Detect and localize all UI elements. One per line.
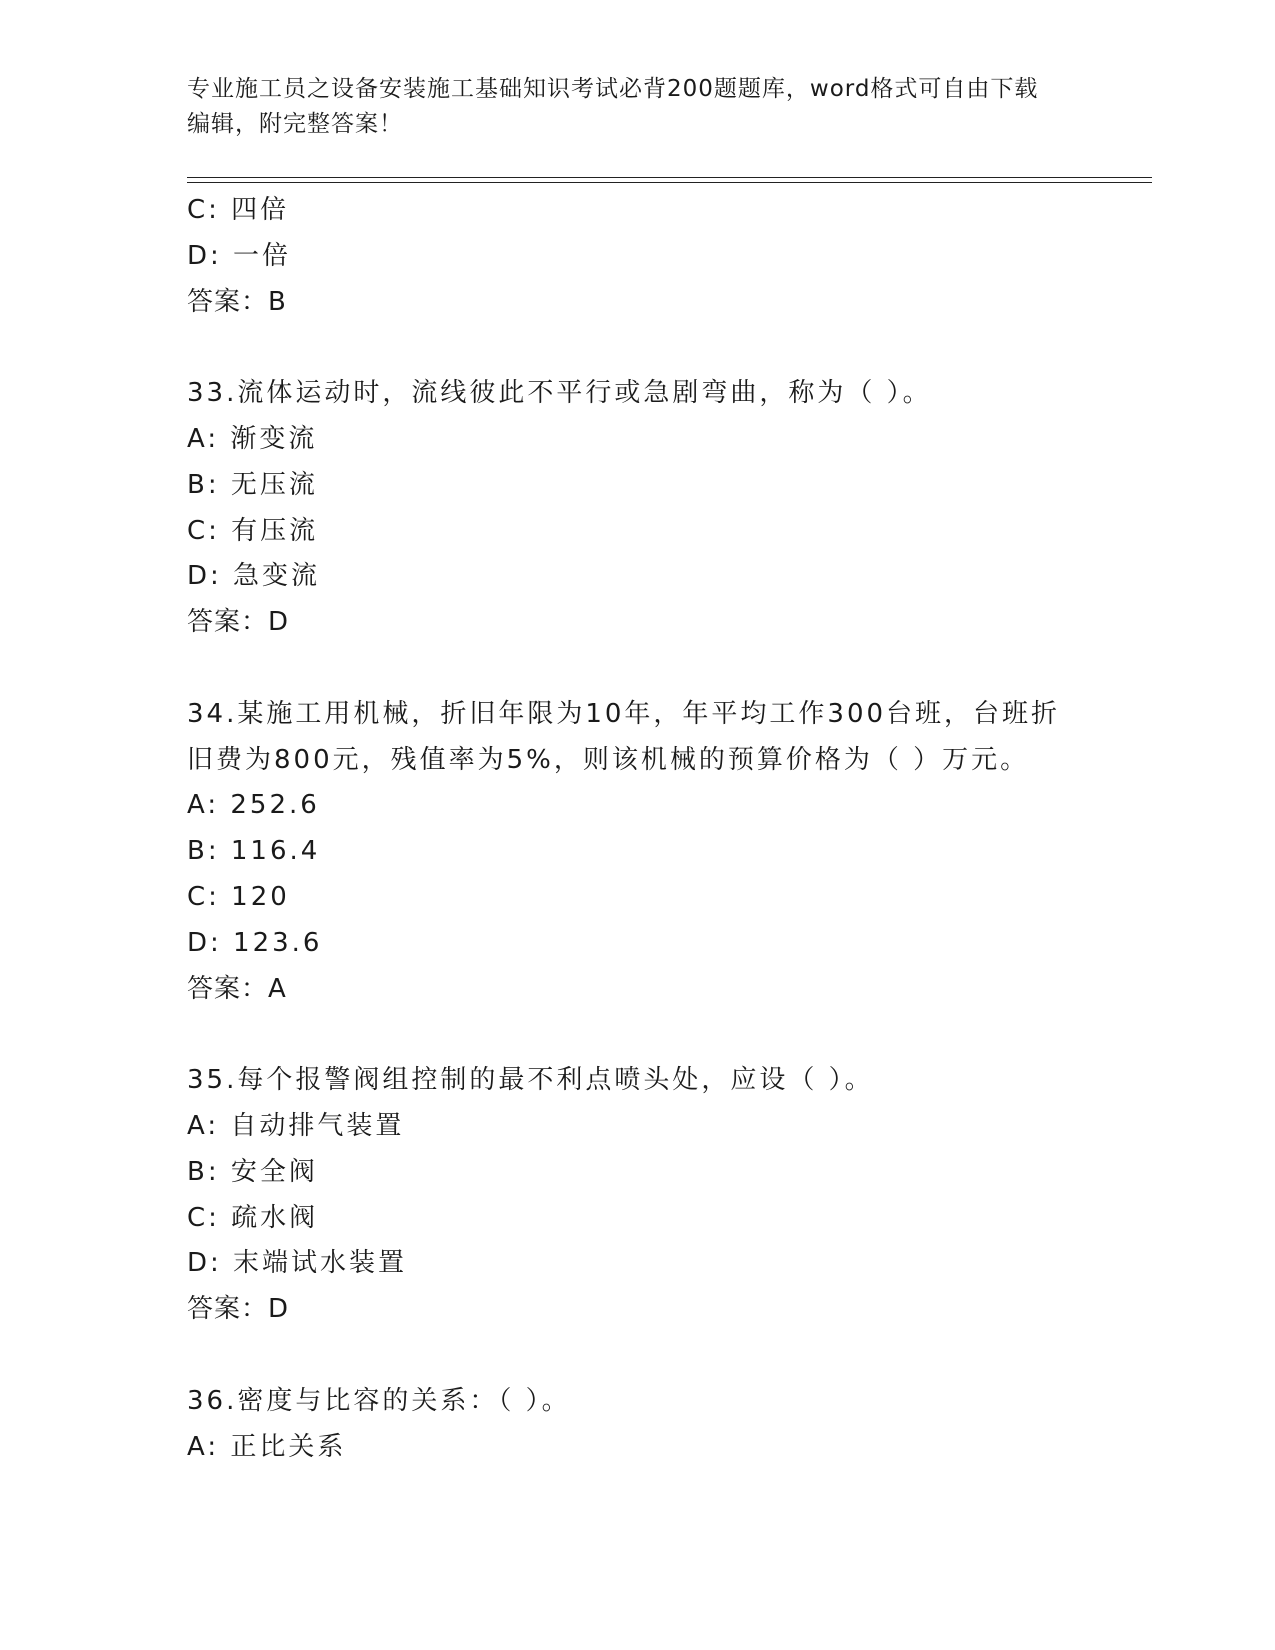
question-stem: 36.密度与比容的关系：（ ）。 [187, 1385, 571, 1416]
spacer [187, 1333, 1107, 1379]
option-c: C: 四倍 [187, 195, 290, 225]
question-33 [187, 371, 1107, 646]
option-c: C: 120 [187, 881, 290, 912]
header-divider-bottom [187, 182, 1152, 183]
spacer [187, 646, 1107, 692]
question-stem-line-2: 旧费为800元，残值率为5%，则该机械的预算价格为（ ）万元。 [187, 744, 1030, 775]
option-a: A: 252.6 [187, 790, 320, 821]
question-list [187, 188, 1107, 1470]
answer-label: 答案：A [187, 973, 287, 1004]
question-stem: 35.每个报警阀组控制的最不利点喷头处，应设（ ）。 [187, 1065, 874, 1096]
option-a: A: 正比关系 [187, 1431, 347, 1462]
answer-label: 答案：D [187, 1294, 290, 1325]
option-d: D: 末端试水装置 [187, 1248, 408, 1279]
option-b: B: 安全阀 [187, 1156, 318, 1187]
document-header [187, 72, 1087, 142]
option-b: B: 116.4 [187, 836, 321, 867]
option-d: D: 123.6 [187, 927, 323, 958]
answer-label: 答案：B [187, 286, 287, 317]
option-d: D: 一倍 [187, 240, 292, 271]
option-b: B: 无压流 [187, 469, 318, 500]
question-32 [187, 188, 1107, 325]
header-title-line-2: 编辑，附完整答案！ [187, 111, 403, 137]
spacer [187, 325, 1107, 371]
option-c: C: 疏水阀 [187, 1202, 319, 1233]
option-a: A: 渐变流 [187, 423, 318, 454]
option-c: C: 有压流 [187, 515, 319, 546]
question-stem: 33.流体运动时，流线彼此不平行或急剧弯曲，称为（ ）。 [187, 378, 932, 409]
question-35 [187, 1058, 1107, 1333]
answer-label: 答案：D [187, 607, 290, 638]
option-a: A: 自动排气装置 [187, 1110, 405, 1141]
question-stem-line-1: 34.某施工用机械，折旧年限为10年，年平均工作300台班，台班折 [187, 698, 1061, 729]
header-divider-top [187, 177, 1152, 178]
header-title-line-1: 专业施工员之设备安装施工基础知识考试必背200题题库，word格式可自由下载 [187, 76, 1039, 102]
option-d: D: 急变流 [187, 561, 321, 592]
spacer [187, 1012, 1107, 1058]
question-34 [187, 692, 1107, 1013]
question-36 [187, 1379, 1107, 1471]
